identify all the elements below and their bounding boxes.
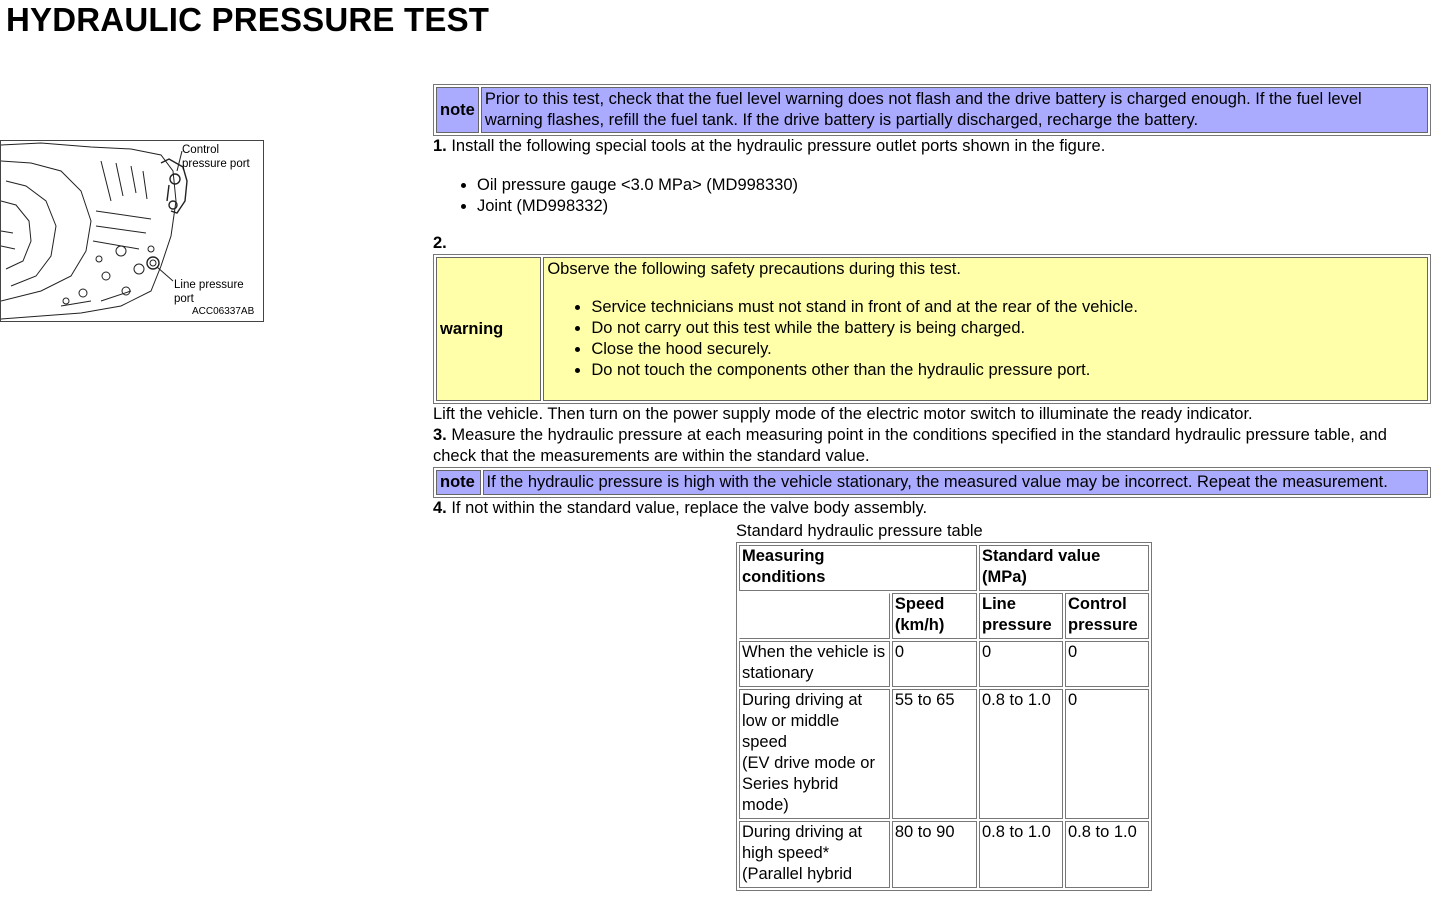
- list-item: • Close the hood securely.: [591, 339, 1424, 360]
- cell-control: 0: [1065, 641, 1149, 687]
- step-number: 2.: [433, 234, 447, 252]
- cell-speed: 55 to 65: [892, 689, 977, 819]
- step-number: 3.: [433, 426, 447, 444]
- special-tools-list: [433, 175, 1431, 217]
- spec-table-caption: Standard hydraulic pressure table: [736, 522, 983, 540]
- warning-intro: Observe the following safety precautions during this test.: [547, 260, 961, 278]
- cell-line: 0.8 to 1.0: [979, 821, 1063, 888]
- cell-speed: 80 to 90: [892, 821, 977, 888]
- cell-speed: 0: [892, 641, 977, 687]
- cell-control: 0.8 to 1.0: [1065, 821, 1149, 888]
- procedure-content: [433, 84, 1431, 891]
- list-item: • Service technicians must not stand in front of and at the rear of the vehicle.: [591, 297, 1424, 318]
- note-text: Prior to this test, check that the fuel level warning does not flash and the drive battery is charged enough. If the fuel level warning flashes, refill the fuel tank. If the drive battery is partially discharged, recharge the battery.: [481, 87, 1428, 133]
- cell-line: 0: [979, 641, 1063, 687]
- step-number: 1.: [433, 137, 447, 155]
- list-item: • Do not touch the components other than the hydraulic pressure port.: [591, 360, 1424, 381]
- list-item: • Do not carry out this test while the battery is being charged.: [591, 318, 1424, 339]
- cell-condition: When the vehicle is stationary: [739, 641, 890, 687]
- table-row: [739, 641, 1149, 687]
- step-text: Measure the hydraulic pressure at each measuring point in the conditions specified in the standard hydraulic pressure table, and check that the measurements are within the standard value.: [433, 426, 1387, 465]
- control-port-label: [182, 143, 250, 171]
- control-port-label-line1: Control: [182, 144, 220, 156]
- note-text: If the hydraulic pressure is high with the vehicle stationary, the measured value may be incorrect. Repeat the measurement.: [483, 470, 1428, 495]
- step-text: Install the following special tools at the hydraulic pressure outlet ports shown in the figure.: [446, 137, 1106, 155]
- step-2: [433, 233, 1431, 254]
- header-blank: [739, 593, 890, 639]
- table-header-row: [739, 545, 1149, 591]
- step-number: 4.: [433, 499, 447, 517]
- figure-code: ACC06337AB: [192, 306, 255, 317]
- note-label: note: [436, 87, 479, 133]
- header-line-pressure: Line pressure: [979, 593, 1063, 639]
- cell-condition: During driving at high speed* (Parallel hybrid: [739, 821, 890, 888]
- note-callout-1: [433, 84, 1431, 136]
- line-port-label: [174, 278, 244, 306]
- header-control-pressure: Control pressure: [1065, 593, 1149, 639]
- table-row: [739, 821, 1149, 888]
- cell-line: 0.8 to 1.0: [979, 689, 1063, 819]
- step-1: [433, 136, 1431, 157]
- warning-label: warning: [436, 257, 541, 401]
- cell-condition: During driving at low or middle speed (EV drive mode or Series hybrid mode): [739, 689, 890, 819]
- list-item: • Oil pressure gauge <3.0 MPa> (MD998330): [477, 175, 1431, 196]
- header-speed: Speed (km/h): [892, 593, 977, 639]
- warning-body: [543, 257, 1428, 401]
- line-port-label-line1: Line pressure: [174, 279, 244, 291]
- cell-control: 0: [1065, 689, 1149, 819]
- header-standard-value: Standard value (MPa): [979, 545, 1149, 591]
- note-label: note: [436, 470, 481, 495]
- control-port-label-line2: pressure port: [182, 158, 250, 170]
- warning-callout: [433, 254, 1431, 404]
- list-item: • Joint (MD998332): [477, 196, 1431, 217]
- transmission-figure: [0, 140, 264, 322]
- table-row: [739, 689, 1149, 819]
- step-3: [433, 425, 1431, 467]
- step-text: If not within the standard value, replace the valve body assembly.: [446, 499, 928, 517]
- page-title: HYDRAULIC PRESSURE TEST: [6, 1, 490, 38]
- spec-table: [736, 542, 1152, 891]
- step-2-text: Lift the vehicle. Then turn on the power supply mode of the electric motor switch to illuminate the ready indicator.: [433, 405, 1253, 423]
- header-measuring-conditions: Measuring conditions: [739, 545, 977, 591]
- spec-table-section: [736, 521, 1431, 891]
- line-port-label-line2: port: [174, 293, 194, 305]
- warning-list: [547, 297, 1424, 381]
- step-4: [433, 498, 1431, 519]
- table-subheader-row: [739, 593, 1149, 639]
- note-callout-2: [433, 467, 1431, 498]
